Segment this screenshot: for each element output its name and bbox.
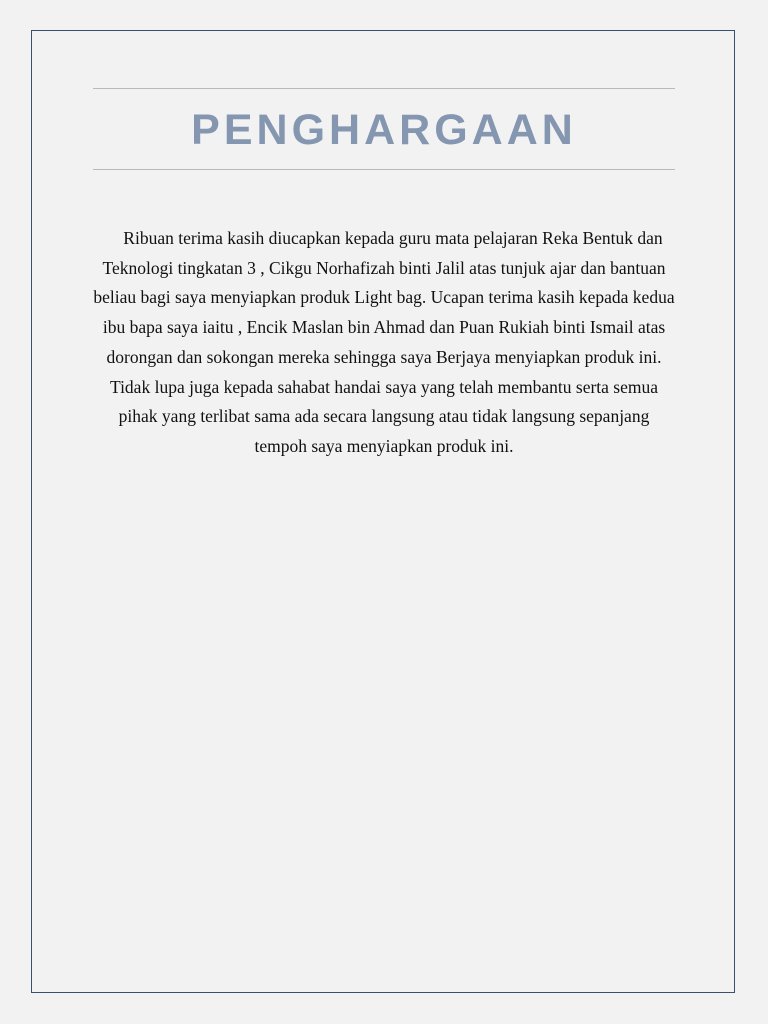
title-bottom-rule (93, 169, 675, 170)
acknowledgement-text: Ribuan terima kasih diucapkan kepada guru mata pelajaran Reka Bentuk dan Teknologi tingkatan 3 , Cikgu Norhafizah binti Jalil atas tunjuk ajar dan bantuan beliau bagi saya menyiapkan produk Light bag. Ucapan terima kasih kepada kedua ibu bapa saya iaitu , Encik Maslan bin Ahmad dan Puan Rukiah binti Ismail atas dorongan dan sokongan mereka sehingga saya Berjaya menyiapkan produk ini. Tidak lupa juga kepada sahabat handai saya yang telah membantu serta semua pihak yang terlibat sama ada secara langsung atau tidak langsung sepanjang tempoh saya menyiapkan produk ini. (93, 228, 675, 456)
page-border (31, 30, 735, 993)
page-title: PENGHARGAAN (191, 106, 577, 154)
acknowledgement-paragraph (92, 224, 676, 462)
title-top-rule (93, 88, 675, 89)
